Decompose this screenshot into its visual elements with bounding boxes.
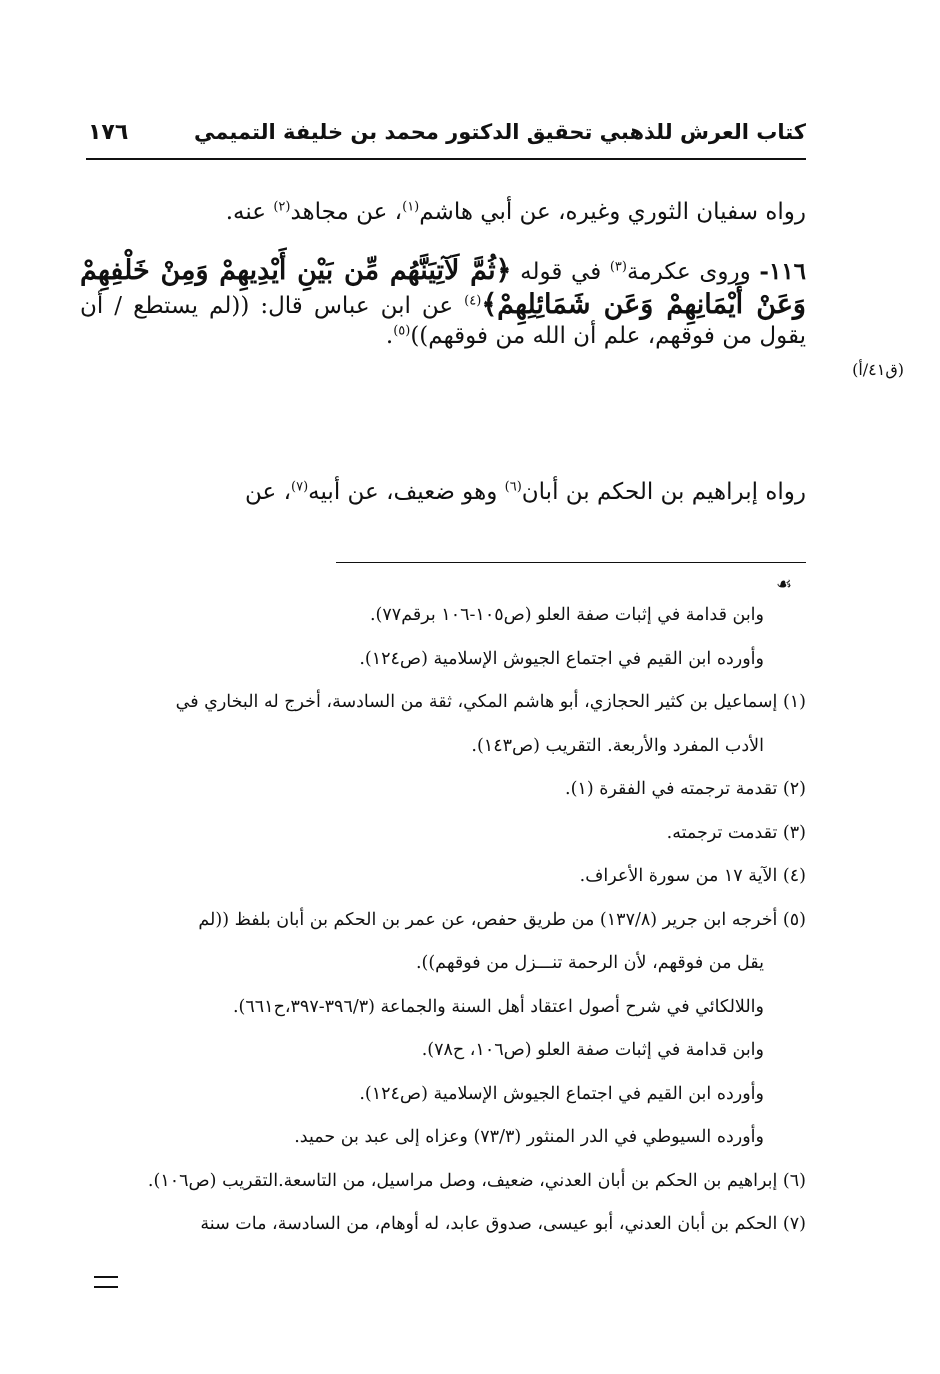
footnote-line: وابن قدامة في إثبات صفة العلو (ص١٠٥-١٠٦ برقم٧٧). [369, 605, 764, 625]
footnote-line: (٧) الحكم بن أبان العدني، أبو عيسى، صدوق عابد، له أوهام، من السادسة، مات سنة [200, 1214, 806, 1234]
continuation-icon: ☙ [776, 574, 793, 595]
page-number: ١٧٦ [88, 120, 129, 145]
footnote-line: يقل من فوقهم، لأن الرحمة تنـــزل من فوقهم)). [415, 953, 764, 973]
quran-verse: ﴿ثُمَّ لَآتِيَنَّهُم مِّن بَيْنِ أَيْدِيهِمْ وَمِنْ خَلْفِهِمْ وَعَنْ أَيْمَانِهِمْ وَعَن شَمَائِلِهِمْ﴾ [80, 255, 806, 320]
footnote-line: وأورده ابن القيم في اجتماع الجيوش الإسلامية (ص١٢٤). [359, 1083, 764, 1104]
footnote-ref-2: (٢) [273, 199, 291, 215]
text-segment: ، عن [245, 479, 292, 505]
paragraph-narration-chain [80, 478, 806, 538]
item-number: ١١٦- [759, 258, 806, 285]
footnote-line: (٤) الآية ١٧ من سورة الأعراف. [579, 866, 806, 886]
paragraph-narration [80, 198, 806, 254]
text-segment: عنه. [225, 199, 274, 225]
continues-next-page-mark [94, 1276, 118, 1288]
text-segment: رواه سفيان الثوري وغيره، عن أبي هاشم [419, 199, 806, 225]
footnote-line: واللالكائي في شرح أصول اعتقاد أهل السنة والجماعة (٣٩٦/٣-٣٩٧،ح٦٦١). [232, 996, 764, 1017]
footnotes [84, 602, 806, 1255]
text-segment: عن ابن عباس قال: ((لم يستطع / أن يقول من فوقهم، علم أن الله من فوقهم)) [80, 292, 806, 349]
running-header-title: كتاب العرش للذهبي تحقيق الدكتور محمد بن خليفة التميمي [194, 120, 806, 144]
footnote-line: (٥) أخرجه ابن جرير (١٣٧/٨) من طريق حفص، عن عمر بن الحكم بن أبان بلفظ ((لم [198, 909, 806, 930]
footnote-ref-7: (٧) [291, 479, 309, 495]
text-segment: . [385, 322, 394, 349]
text-segment: رواه إبراهيم بن الحكم بن أبان [521, 479, 806, 505]
footnote-line: وأورده ابن القيم في اجتماع الجيوش الإسلامية (ص١٢٤). [359, 648, 764, 669]
footnote-line: وابن قدامة في إثبات صفة العلو (ص١٠٦، ح٧٨). [421, 1040, 764, 1060]
text-segment: ، عن مجاهد [290, 199, 403, 225]
text-segment: وروى عكرمة [626, 259, 760, 285]
footnote-separator [336, 562, 806, 563]
paragraph-116 [80, 254, 806, 478]
footnote-ref-5: (٥) [393, 322, 411, 338]
footnote-ref-4: (٤) [464, 293, 482, 309]
text-segment: في قوله [511, 259, 610, 285]
footnote-line: وأورده السيوطي في الدر المنثور (٧٣/٣) وعزاه إلى عبد بن حميد. [294, 1127, 764, 1147]
footnote-ref-3: (٣) [609, 259, 627, 275]
footnote-ref-6: (٦) [504, 479, 522, 495]
footnote-line: (٦) إبراهيم بن الحكم بن أبان العدني، ضعيف، وصل مراسيل، من التاسعة.التقريب (ص١٠٦). [147, 1170, 806, 1191]
main-text [80, 198, 806, 538]
footnote-line: الأدب المفرد والأربعة. التقريب (ص١٤٣). [471, 735, 764, 756]
text-segment: وهو ضعيف، عن أبيه [308, 479, 505, 505]
footnote-line: (١) إسماعيل بن كثير الحجازي، أبو هاشم المكي، ثقة من السادسة، أخرج له البخاري في [175, 692, 806, 712]
manuscript-folio-marker: (ق٤١/أ) [852, 360, 904, 379]
page-header [86, 118, 806, 160]
footnote-line: (٣) تقدمت ترجمته. [666, 822, 806, 843]
footnote-ref-1: (١) [402, 199, 420, 215]
footnote-line: (٢) تقدمة ترجمته في الفقرة (١). [565, 779, 806, 799]
